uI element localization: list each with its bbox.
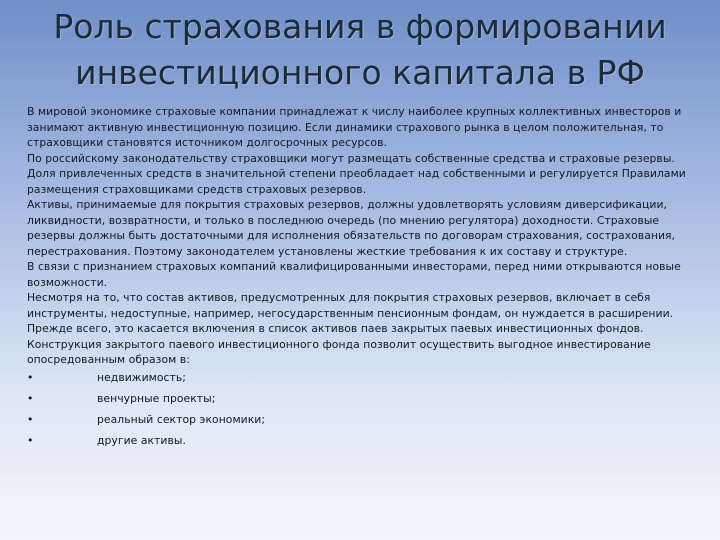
- bullet-text: реальный сектор экономики;: [97, 413, 266, 427]
- paragraph-expansion-need: Несмотря на то, что состав активов, предусмотренных для покрытия страховых резервов, включает в себя инструменты, недоступные, например, негосударственным пенсионным фондам, он нуждается в расширении.: [27, 291, 674, 320]
- paragraph-legislation: По российскому законодательству страховщики могут размещать собственные средства и страховые резервы. Доля привлеченных средств в значительной степени преобладает над собственными и регулируется Правилами размещения страховщиками средств страховых резервов.: [27, 151, 686, 196]
- list-item: [27, 389, 693, 410]
- paragraph-closed-funds: Прежде всего, это касается включения в список активов паев закрытых паевых инвестиционных фондов. Конструкция закрытого паевого инвестиционного фонда позволит осуществить выгодное инвестирование опосредованным образом в:: [27, 322, 651, 366]
- list-item: [27, 431, 693, 452]
- slide-body: [27, 104, 693, 452]
- bullet-marker: •: [27, 413, 34, 427]
- bullet-text: другие активы.: [97, 434, 186, 448]
- bullet-list: [27, 368, 693, 452]
- bullet-marker: •: [27, 392, 34, 406]
- list-item: [27, 410, 693, 431]
- paragraph-asset-requirements: Активы, принимаемые для покрытия страховых резервов, должны удовлетворять условиям диверсификации, ликвидности, возвратности, и только в последнюю очередь (по мнению регулятора) доходности. Страховые резервы должны быть достаточными для исполнения обязательств по договорам страхования, сострахования, перестрахования. Поэтому законодателем установлены жесткие требования к их составу и структуре.: [27, 198, 676, 258]
- title-line-2: инвестиционного капитала в РФ: [75, 53, 645, 92]
- bullet-marker: •: [27, 371, 34, 385]
- title-line-1: Роль страхования в формировании: [53, 7, 667, 46]
- list-item: [27, 368, 693, 389]
- slide-title: [0, 4, 720, 96]
- paragraph-qualified-investors: В связи с признанием страховых компаний квалифицированными инвесторами, перед ними открываются новые возможности.: [27, 260, 681, 289]
- bullet-text: венчурные проекты;: [97, 392, 216, 406]
- paragraph-insurers-role: В мировой экономике страховые компании принадлежат к числу наиболее крупных коллективных инвесторов и занимают активную инвестиционную позицию. Если динамики страхового рынка в целом положительная, то страховщики становятся источником долгосрочных ресурсов.: [27, 105, 682, 149]
- bullet-text: недвижимость;: [97, 371, 186, 385]
- bullet-marker: •: [27, 434, 34, 448]
